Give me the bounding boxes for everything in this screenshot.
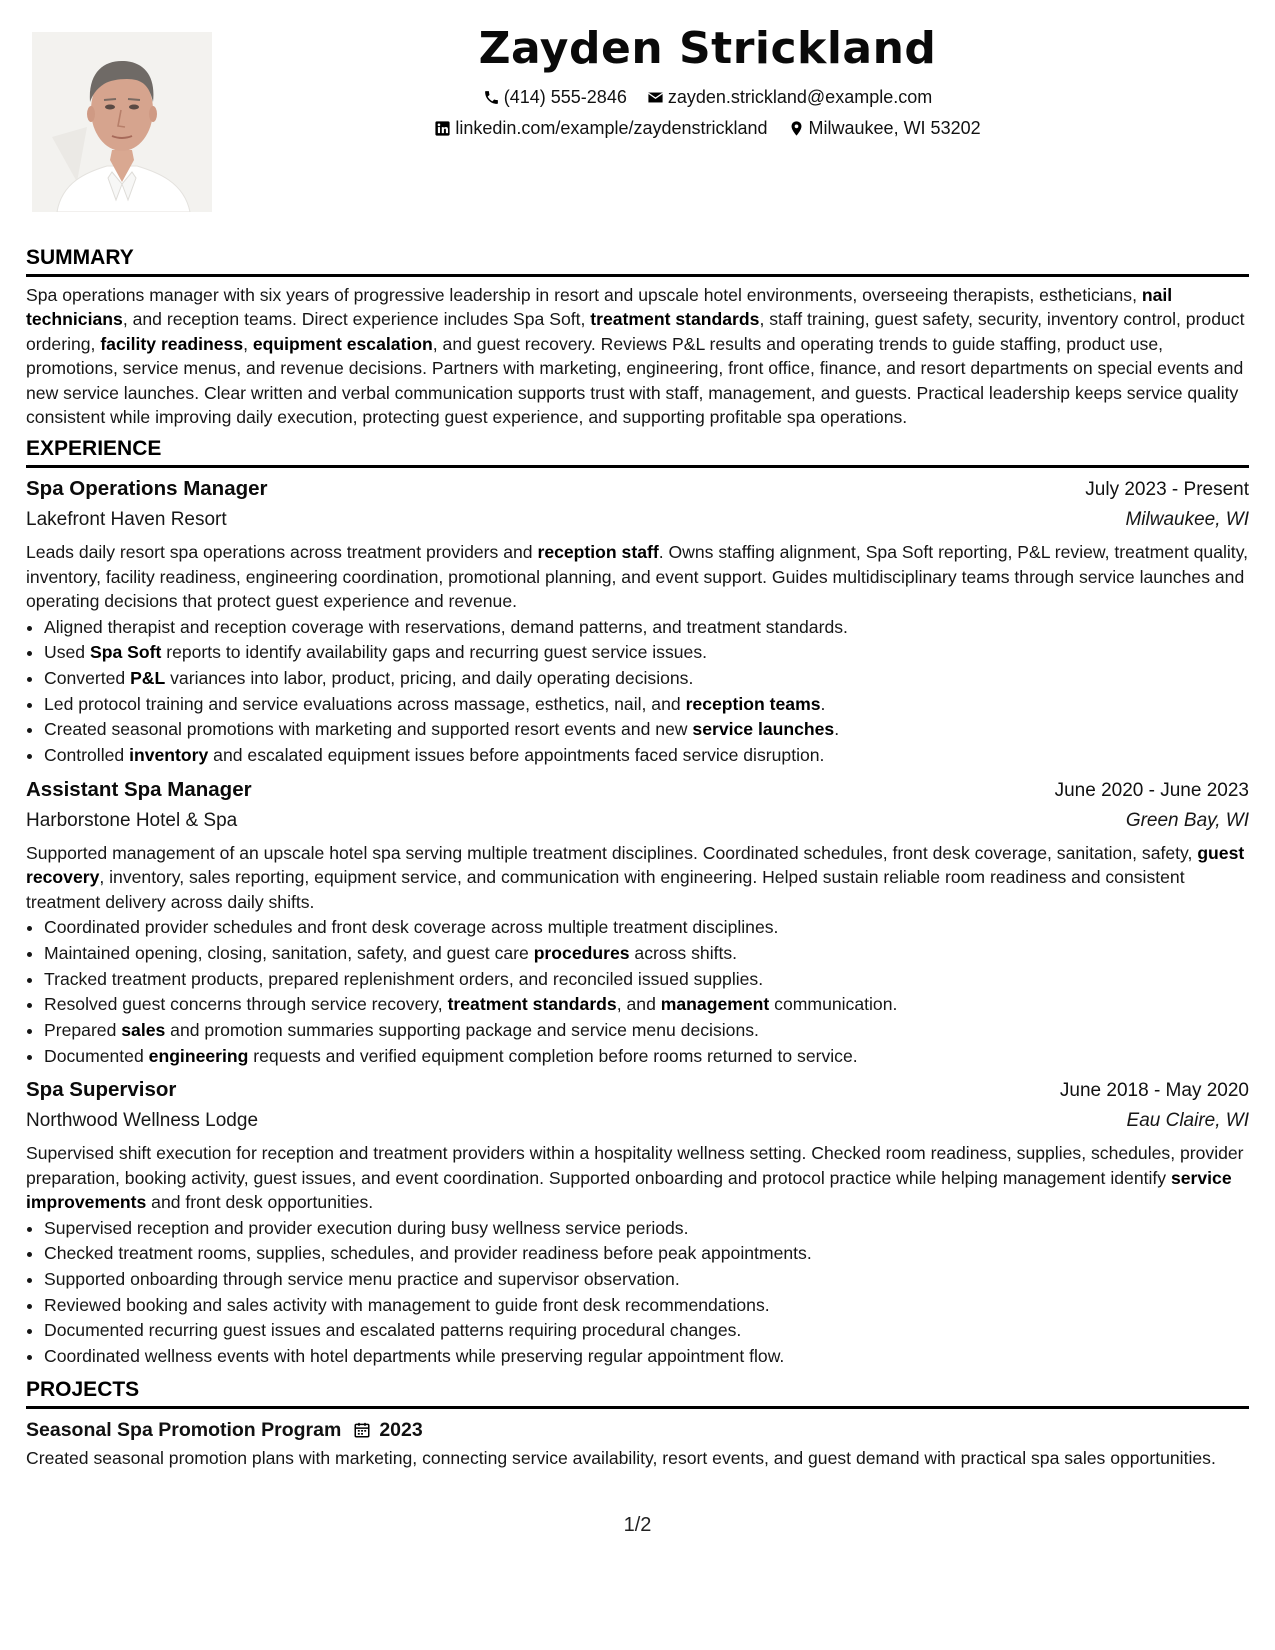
section-title-projects: PROJECTS xyxy=(26,1378,1249,1409)
bullet-item: • Checked treatment rooms, supplies, schedules, and provider readiness before peak appointments. xyxy=(44,1241,1249,1267)
bold-keyword: equipment escalation xyxy=(252,333,433,354)
job-bullets xyxy=(26,1216,1249,1370)
bold-keyword: treatment standards xyxy=(590,309,760,330)
contact-line-2 xyxy=(240,117,1175,139)
bullet-item: • Reviewed booking and sales activity with management to guide front desk recommendations. xyxy=(44,1293,1249,1319)
job-title: Spa Supervisor xyxy=(26,1078,177,1102)
bold-keyword: engineering xyxy=(148,1045,249,1066)
bold-keyword: sales xyxy=(121,1019,166,1040)
job-title: Spa Operations Manager xyxy=(26,477,268,501)
job-dates: June 2018 - May 2020 xyxy=(1059,1080,1249,1102)
job-entry xyxy=(26,1077,1249,1369)
bold-keyword: nail technicians xyxy=(26,285,1173,330)
bold-keyword: procedures xyxy=(533,942,630,963)
job-header xyxy=(26,777,1249,804)
contact-line-1 xyxy=(240,86,1175,108)
bold-keyword: reception staff xyxy=(537,542,659,563)
bold-keyword: Spa Soft xyxy=(89,642,162,663)
job-entry xyxy=(26,777,1249,1069)
company-name: Lakefront Haven Resort xyxy=(26,509,227,531)
location-text: Milwaukee, WI 53202 xyxy=(808,118,981,138)
bullet-item: • Led protocol training and service evaluations across massage, esthetics, nail, and reception teams. xyxy=(44,692,1249,718)
bold-keyword: management xyxy=(660,994,770,1015)
company-name: Harborstone Hotel & Spa xyxy=(26,809,238,831)
job-header xyxy=(26,1077,1249,1104)
project-year-text: 2023 xyxy=(379,1418,423,1441)
bold-keyword: reception teams xyxy=(685,693,821,714)
project-description: Created seasonal promotion plans with marketing, connecting service availability, resort events, and guest demand with practical spa sales opportunities. xyxy=(26,1447,1216,1468)
bullet-item: • Tracked treatment products, prepared replenishment orders, and reconciled issued supplies. xyxy=(44,967,1249,993)
linkedin-url[interactable]: linkedin.com/example/zaydenstrickland xyxy=(455,118,768,138)
job-bullets xyxy=(26,915,1249,1069)
phone-icon xyxy=(483,89,500,106)
bullet-item: • Converted P&L variances into labor, product, pricing, and daily operating decisions. xyxy=(44,666,1249,692)
job-description: Supervised shift execution for reception and treatment providers within a hospitality wellness setting. Checked room readiness, supplies, schedules, provider preparation, booking activity, guest issues, and event coordination. Supported onboarding and protocol practice while helping management identify service improvements and front desk opportunities. xyxy=(26,1143,1244,1213)
bullet-item: • Coordinated provider schedules and front desk coverage across multiple treatment disciplines. xyxy=(44,915,1249,941)
bold-keyword: service launches xyxy=(692,719,835,740)
bullet-item: • Aligned therapist and reception coverage with reservations, demand patterns, and treatment standards. xyxy=(44,615,1249,641)
bullet-item: • Used Spa Soft reports to identify availability gaps and recurring guest service issues. xyxy=(44,640,1249,666)
bullet-item: • Resolved guest concerns through service recovery, treatment standards, and management communication. xyxy=(44,992,1249,1018)
envelope-icon xyxy=(647,89,664,106)
job-header xyxy=(26,476,1249,503)
bullet-item: • Controlled inventory and escalated equipment issues before appointments faced service disruption. xyxy=(44,743,1249,769)
job-dates: June 2020 - June 2023 xyxy=(1054,779,1249,801)
page-number: 1/2 xyxy=(623,1514,652,1536)
job-description: Leads daily resort spa operations across treatment providers and reception staff. Owns staffing alignment, Spa Soft reporting, P&L review, treatment quality, inventory, facility readiness, engineering coordination, promotional planning, and event support. Guides multidisciplinary teams through service launches and operating decisions that protect guest experience and revenue. xyxy=(26,542,1249,612)
section-title-experience: EXPERIENCE xyxy=(26,437,1249,468)
summary-text: Spa operations manager with six years of progressive leadership in resort and upscale hotel environments, overseeing therapists, estheticians, nail technicians, and reception teams. Direct experience includes Spa Soft, treatment standards, staff training, guest safety, security, inventory control, product ordering, facility readiness, equipment escalation, and guest recovery. Reviews P&L results and operating trends to guide staffing, product use, promotions, service menus, and revenue decisions. Partners with marketing, engineering, front office, finance, and resort departments on special events and new service launches. Clear written and verbal communication supports trust with staff, management, and guests. Practical leadership keeps service quality consistent while improving daily execution, protecting guest experience, and supporting profitable spa operations. xyxy=(26,285,1245,428)
bold-keyword: service improvements xyxy=(26,1167,1232,1213)
section-title-summary: SUMMARY xyxy=(26,246,1249,277)
bullet-item: • Coordinated wellness events with hotel departments while preserving regular appointment flow. xyxy=(44,1344,1249,1370)
linkedin-icon xyxy=(434,120,451,137)
calendar-icon xyxy=(353,1421,371,1439)
job-subheader xyxy=(26,1107,1249,1135)
bold-keyword: inventory xyxy=(129,745,209,766)
bullet-item: • Created seasonal promotions with marketing and supported resort events and new service launches. xyxy=(44,717,1249,743)
resume-body xyxy=(26,246,1249,1470)
job-location: Green Bay, WI xyxy=(1125,809,1249,831)
phone-contact xyxy=(483,86,627,108)
bullet-item: • Supported onboarding through service menu practice and supervisor observation. xyxy=(44,1267,1249,1293)
project-year xyxy=(353,1417,422,1443)
candidate-name: Zayden Strickland xyxy=(478,23,937,74)
email-contact[interactable] xyxy=(647,86,932,108)
bullet-item: • Documented recurring guest issues and escalated patterns requiring procedural changes. xyxy=(44,1318,1249,1344)
summary-section xyxy=(26,246,1249,429)
bullet-item: • Prepared sales and promotion summaries supporting package and service menu decisions. xyxy=(44,1018,1249,1044)
bold-keyword: guest recovery xyxy=(26,842,1245,888)
job-bullets xyxy=(26,615,1249,769)
email-address[interactable]: zayden.strickland@example.com xyxy=(667,87,933,107)
job-location: Milwaukee, WI xyxy=(1125,509,1249,531)
bold-keyword: treatment standards xyxy=(447,994,617,1015)
experience-section xyxy=(26,437,1249,1369)
job-entry xyxy=(26,476,1249,768)
location-contact xyxy=(788,117,981,139)
bullet-item: • Supervised reception and provider execution during busy wellness service periods. xyxy=(44,1216,1249,1242)
job-dates: July 2023 - Present xyxy=(1085,479,1249,501)
project-name: Seasonal Spa Promotion Program xyxy=(26,1418,342,1441)
bold-keyword: facility readiness xyxy=(100,333,244,354)
job-subheader xyxy=(26,506,1249,534)
linkedin-contact[interactable] xyxy=(434,117,767,139)
map-pin-icon xyxy=(788,120,805,137)
bullet-item: • Maintained opening, closing, sanitation, safety, and guest care procedures across shifts. xyxy=(44,941,1249,967)
resume-header xyxy=(240,18,1175,139)
company-name: Northwood Wellness Lodge xyxy=(26,1110,259,1132)
projects-section xyxy=(26,1378,1249,1470)
job-subheader xyxy=(26,807,1249,835)
bold-keyword: P&L xyxy=(130,668,166,689)
profile-photo xyxy=(32,32,212,212)
job-title: Assistant Spa Manager xyxy=(26,777,252,801)
project-header xyxy=(26,1417,1249,1443)
job-location: Eau Claire, WI xyxy=(1126,1110,1249,1132)
job-description: Supported management of an upscale hotel spa serving multiple treatment disciplines. Coordinated schedules, front desk coverage, sanitation, safety, guest recovery, inventory, sales reporting, equipment service, and communication with engineering. Helped sustain reliable room readiness and consistent treatment delivery across daily shifts. xyxy=(26,842,1245,912)
phone-number: (414) 555-2846 xyxy=(503,87,627,107)
bullet-item: • Documented engineering requests and verified equipment completion before rooms returned to service. xyxy=(44,1044,1249,1070)
